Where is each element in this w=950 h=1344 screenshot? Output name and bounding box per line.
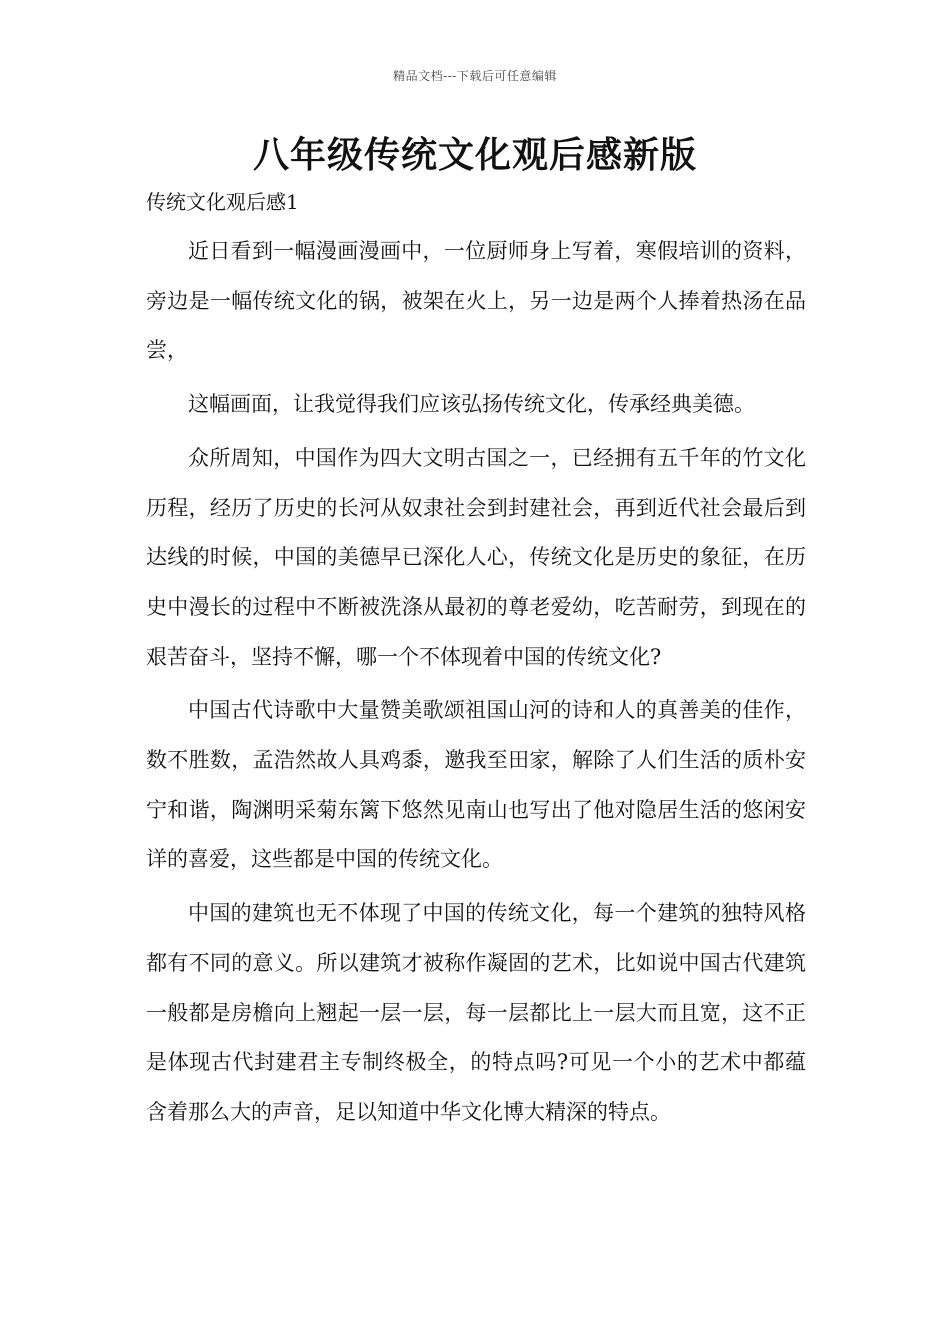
paragraph: 众所周知，中国作为四大文明古国之一，已经拥有五千年的竹文化历程，经历了历史的长河从奴隶社会到封建社会，再到近代社会最后到达线的时候，中国的美德早已深化人心，传统文化是历史的象征，在历史中漫长的过程中不断被洗涤从最初的尊老爱幼，吃苦耐劳，到现在的艰苦奋斗，坚持不懈，哪一个不体现着中国的传统文化?: [146, 445, 806, 669]
document-body: [146, 227, 806, 1142]
header-note: 精品文档---下载后可任意编辑: [393, 69, 557, 83]
paragraph: 中国的建筑也无不体现了中国的传统文化，每一个建筑的独特风格都有不同的意义。所以建筑才被称作凝固的艺术，比如说中国古代建筑一般都是房檐向上翘起一层一层，每一层都比上一层大而且宽，这不正是体现古代封建君主专制终极全，的特点吗?可见一个小的艺术中都蕴含着那么大的声音，足以知道中华文化博大精深的特点。: [146, 901, 806, 1124]
paragraph: 近日看到一幅漫画漫画中，一位厨师身上写着，寒假培训的资料，旁边是一幅传统文化的锅，被架在火上，另一边是两个人捧着热汤在品尝，: [146, 239, 806, 363]
paragraph: 这幅画面，让我觉得我们应该弘扬传统文化，传承经典美德。: [188, 392, 755, 417]
section-subheading: 传统文化观后感1: [146, 190, 299, 214]
document-title: 八年级传统文化观后感新版: [252, 135, 697, 176]
paragraph: 中国古代诗歌中大量赞美歌颂祖国山河的诗和人的真善美的佳作，数不胜数，孟浩然故人具鸡黍，邀我至田家，解除了人们生活的质朴安宁和谐，陶渊明采菊东篱下悠然见南山也写出了他对隐居生活的悠闲安详的喜爱，这些都是中国的传统文化。: [146, 698, 806, 872]
